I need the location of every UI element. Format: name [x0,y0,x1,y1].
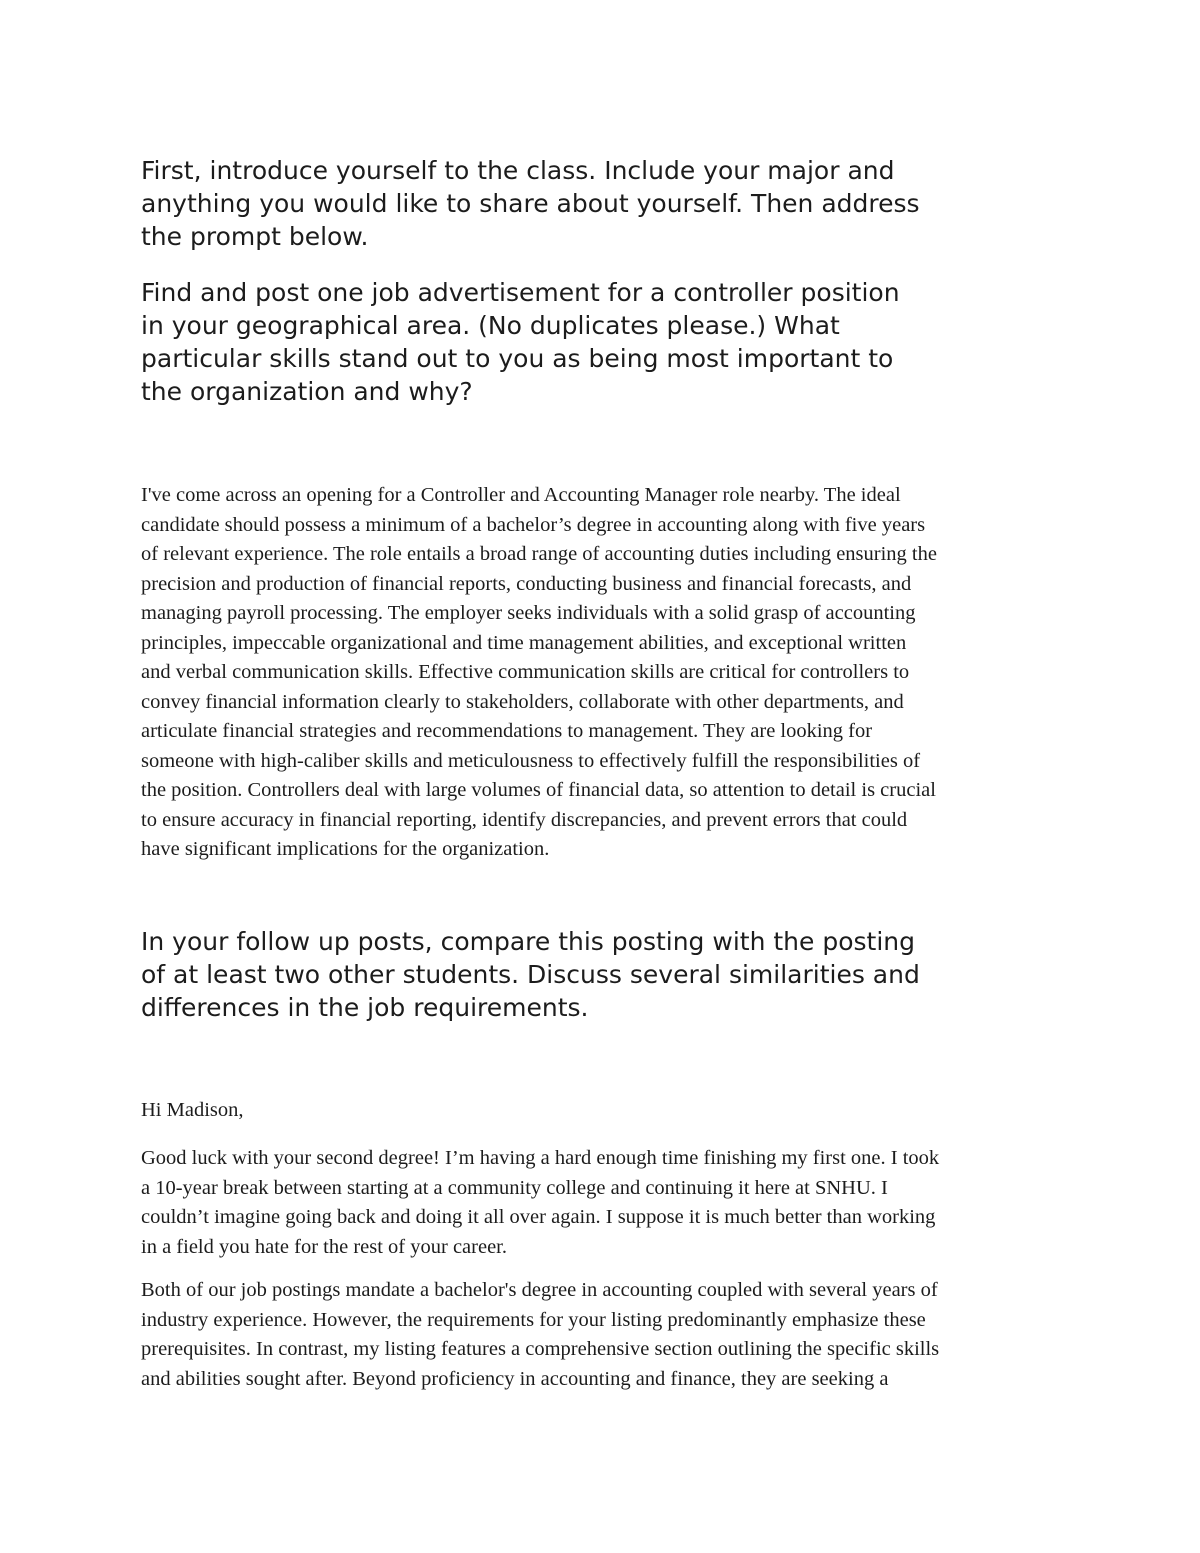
reply-line: prerequisites. In contrast, my listing features a comprehensive section outlining the specific skills [141,1338,940,1360]
answer-line: to ensure accuracy in financial reporting, identify discrepancies, and prevent errors that could [141,808,908,831]
greeting-line: Hi Madison, [141,1099,244,1121]
answer-line: the position. Controllers deal with large volumes of financial data, so attention to detail is crucial [141,779,936,801]
answer-line: principles, impeccable organizational and time management abilities, and exceptional written [141,631,907,654]
prompt-heading-line: the organization and why? [141,377,473,406]
reply-greeting [141,1096,1071,1126]
answer-line: someone with high-caliber skills and meticulousness to effectively fulfill the responsibilities of [141,749,921,772]
reply-line: couldn’t imagine going back and doing it all over again. I suppose it is much better than working [141,1206,936,1228]
answer-line: precision and production of financial reports, conducting business and financial forecasts, and [141,572,912,595]
answer-line: and verbal communication skills. Effective communication skills are critical for controllers to [141,661,910,683]
answer-paragraph [141,481,1071,865]
followup-heading [141,925,1071,1024]
reply-line: Good luck with your second degree! I’m having a hard enough time finishing my first one. I took [141,1147,940,1169]
answer-line: I've come across an opening for a Controller and Accounting Manager role nearby. The ideal [141,484,901,506]
reply-line: industry experience. However, the requirements for your listing predominantly emphasize these [141,1308,926,1331]
reply-line: in a field you hate for the rest of your career. [141,1235,507,1258]
intro-heading [141,154,1071,253]
reply-paragraph-2 [141,1276,1071,1394]
reply-line: Both of our job postings mandate a bachelor's degree in accounting coupled with several years of [141,1279,938,1301]
followup-heading-line: In your follow up posts, compare this posting with the posting [141,927,915,956]
answer-line: candidate should possess a minimum of a bachelor’s degree in accounting along with five years [141,513,926,536]
prompt-heading-line: particular skills stand out to you as being most important to [141,344,894,373]
prompt-heading-line: in your geographical area. (No duplicates please.) What [141,311,840,340]
answer-line: convey financial information clearly to stakeholders, collaborate with other departments, and [141,690,904,713]
intro-heading-line: First, introduce yourself to the class. Include your major and [141,156,895,185]
reply-line: and abilities sought after. Beyond proficiency in accounting and finance, they are seeking a [141,1367,889,1390]
followup-heading-line: differences in the job requirements. [141,993,589,1022]
intro-heading-line: anything you would like to share about yourself. Then address [141,189,920,218]
intro-heading-line: the prompt below. [141,222,369,251]
followup-heading-line: of at least two other students. Discuss several similarities and [141,960,920,989]
reply-line: a 10-year break between starting at a community college and continuing it here at SNHU. I [141,1176,888,1199]
answer-line: of relevant experience. The role entails a broad range of accounting duties including ensuring the [141,543,937,565]
answer-line: articulate financial strategies and recommendations to management. They are looking for [141,720,873,742]
prompt-heading [141,276,1071,408]
answer-line: have significant implications for the organization. [141,838,550,860]
reply-paragraph-1 [141,1144,1071,1262]
answer-line: managing payroll processing. The employer seeks individuals with a solid grasp of accounting [141,602,916,624]
prompt-heading-line: Find and post one job advertisement for a controller position [141,278,900,307]
